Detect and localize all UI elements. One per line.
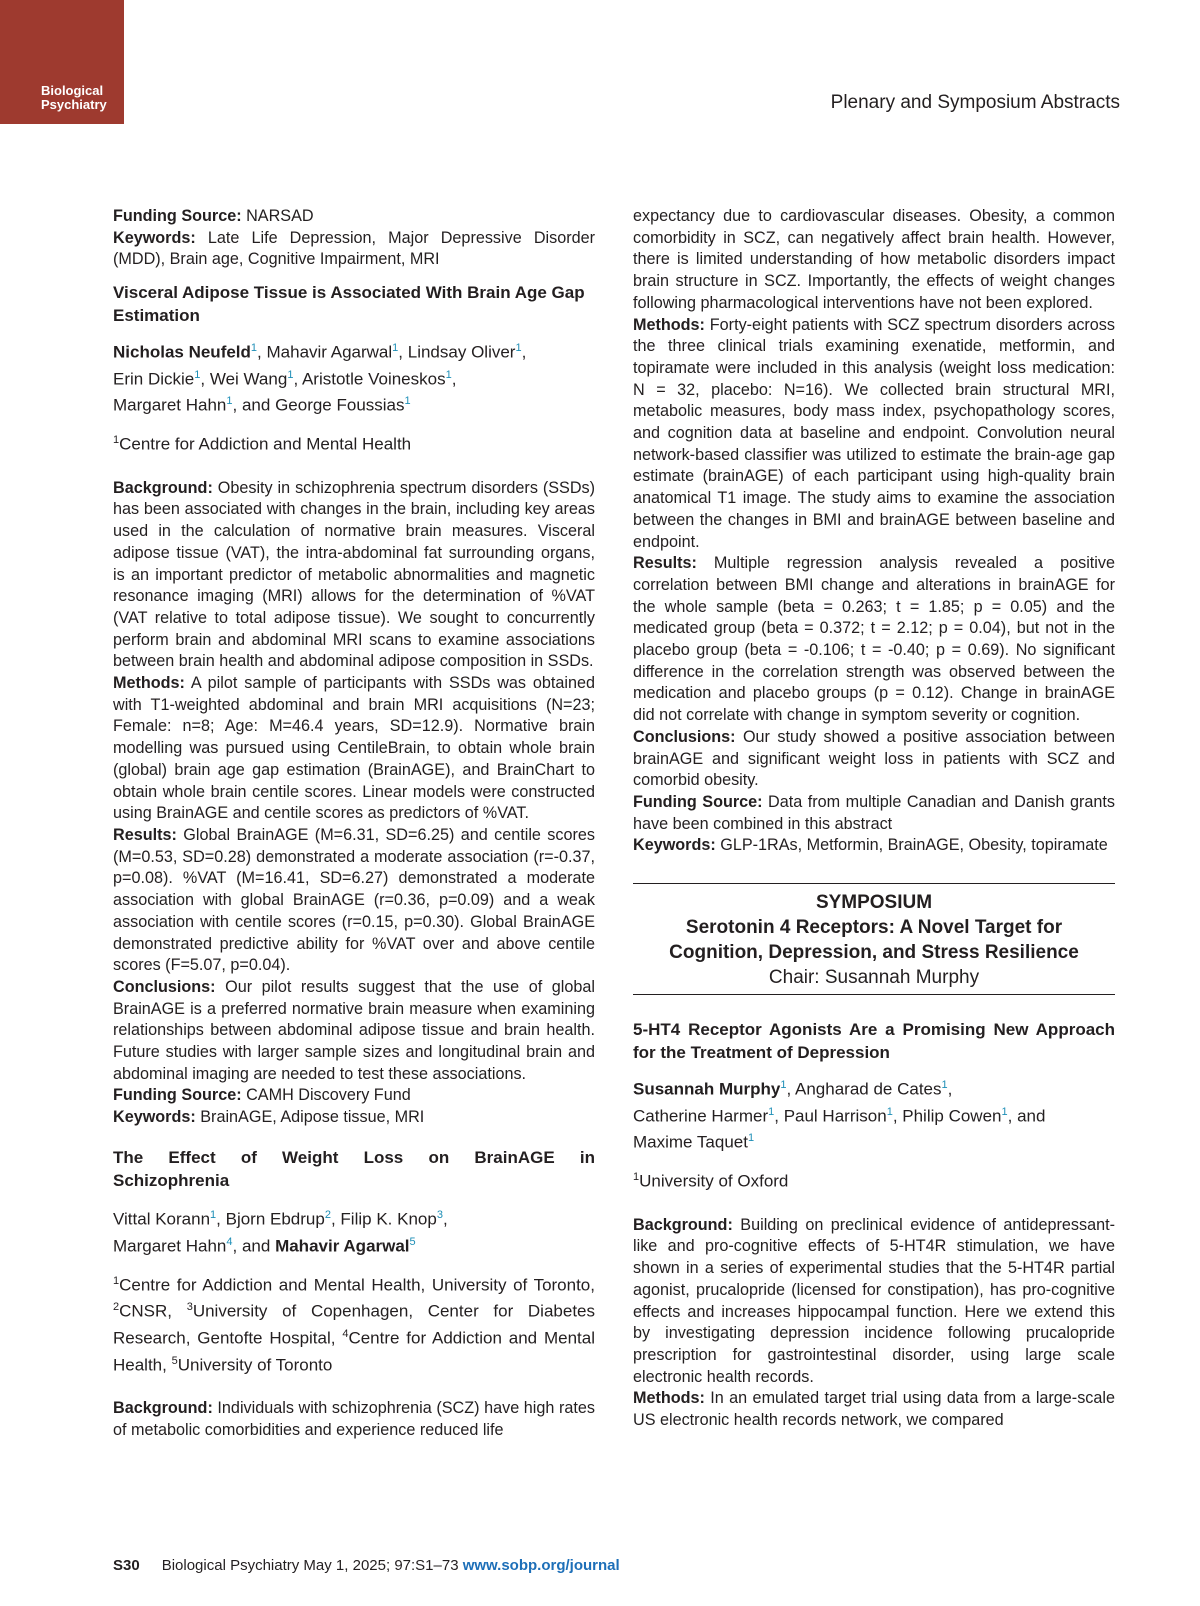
funding-paragraph: Funding Source: CAMH Discovery Fund	[113, 1086, 411, 1105]
section-title: Plenary and Symposium Abstracts	[830, 92, 1120, 113]
symposium-heading: SYMPOSIUM	[815, 892, 933, 914]
abstract-title-line: The Effect of Weight Loss on BrainAGE in	[113, 1147, 595, 1167]
author: Mahavir Agarwal	[266, 342, 393, 362]
author: Susannah Murphy	[633, 1079, 781, 1099]
symposium-title-line: Cognition, Depression, and Stress Resilience	[669, 942, 1079, 964]
methods-paragraph: Methods: Forty-eight patients with SCZ spectrum disorders across the three clinical trials examining exenatide, metformin, and topiramate were included in this analysis (weight loss medication: N = 32, placebo: N=16). We collected brain structural MRI, metabolic measures, body mass index, psychopathology scores, and cognition data at baseline and endpoint. Convolution neural network-based classifier was utilized to estimate the brain-age gap estimate (brainAGE) of each participant using high-quality brain anatomical T1 image. The study aims to examine the association between the changes in BMI and brainAGE between baseline and endpoint.	[633, 315, 1115, 551]
author: Paul Harrison	[783, 1106, 887, 1126]
abstract-title-line: Schizophrenia	[113, 1171, 230, 1191]
background-paragraph: Background: Building on preclinical evidence of antidepressant-like and pro-cognitive effects of 5-HT4R stimulation, we have shown in a series of experimental studies that the 5-HT4R partial agonist, prucalopride (licensed for constipation), has pro-cognitive effects and increases hippocampal function. Here we extend this by investigating depression incidence following prucalopride prescription for gastrointestinal disorder, using large scale electronic health records.	[633, 1215, 1115, 1386]
abstract-title: Visceral Adipose Tissue is Associated With Brain Age Gap Estimation	[113, 283, 585, 325]
author: Nicholas Neufeld	[113, 342, 251, 362]
author: Mahavir Agarwal	[275, 1236, 410, 1256]
prev-funding: Funding Source: NARSAD	[113, 207, 314, 225]
background-paragraph: Background: Obesity in schizophrenia spectrum disorders (SSDs) has been associated with changes in the brain, including key areas used in the calculation of normative brain measures. Visceral adipose tissue (VAT), the intra-abdominal fat surrounding organs, is an important predictor of metabolic abnormalities and magnetic resonance imaging (MRI) allows for the determination of %VAT (VAT relative to total adipose tissue). We sought to concurrently perform brain and abdominal MRI scans to examine associations between brain health and abdominal adipose composition in SSDs.	[113, 478, 595, 671]
affiliation: $^1$Centre for Addiction and Mental Health, University of Toronto, $^2$CNSR, $^3$University of Copenhagen, Center for Diabetes Research, Gentofte Hospital, $^4$Centre for Addiction and Mental Health, $^5$University of Toronto	[113, 1274, 595, 1375]
keywords-paragraph: Keywords: GLP-1RAs, Metformin, BrainAGE, Obesity, topiramate	[633, 836, 1108, 855]
background-paragraph: Background: Individuals with schizophrenia (SCZ) have high rates of metabolic comorbidities and experience reduced life	[113, 1399, 595, 1439]
author-list: Nicholas Neufeld$^1$, Mahavir Agarwal$^1$, Lindsay Oliver$^1$, Erin Dickie$^1$, Wei Wang$^1$, Aristotle Voineskos$^1$, Margaret Hahn$^1$, and George Foussias$^1$	[113, 342, 527, 416]
author: Angharad de Cates	[795, 1079, 942, 1099]
results-paragraph: Results: Global BrainAGE (M=6.31, SD=6.25) and centile scores (M=0.53, SD=0.28) demonstrated a moderate association (r=-0.37, p=0.08). %VAT (M=16.41, SD=6.27) demonstrated a moderate association with global BrainAGE (r=0.36, p=0.09) and a weak association with centile scores (r=0.15, p=0.30). Global BrainAGE demonstrated predictive ability for %VAT over and above centile scores (F=5.07, p=0.04).	[113, 825, 595, 975]
citation: Biological Psychiatry May 1, 2025; 97:S1–73	[161, 1557, 463, 1574]
author-list: Susannah Murphy$^1$, Angharad de Cates$^1$, Catherine Harmer$^1$, Paul Harrison$^1$, Philip Cowen$^1$, and Maxime Taquet$^1$	[633, 1079, 1046, 1153]
abstract-title	[113, 1147, 595, 1170]
left-column	[113, 206, 595, 1442]
conclusions-paragraph: Conclusions: Our study showed a positive association between brainAGE and significant weight loss in patients with SCZ and comorbid obesity.	[633, 727, 1115, 790]
journal-link[interactable]: www.sobp.org/journal	[462, 1557, 620, 1574]
keywords-paragraph: Keywords: BrainAGE, Adipose tissue, MRI	[113, 1108, 425, 1127]
page-footer	[113, 1557, 620, 1574]
journal-logo	[0, 0, 124, 124]
journal-badge-text: Biological Psychiatry	[41, 83, 107, 112]
author: Bjorn Ebdrup	[225, 1209, 325, 1229]
symposium-title-line: Serotonin 4 Receptors: A Novel Target for	[685, 917, 1063, 939]
author: George Foussias	[275, 396, 405, 416]
affiliation: $^1$Centre for Addiction and Mental Health	[113, 434, 412, 454]
conclusions-paragraph: Conclusions: Our pilot results suggest that the use of global BrainAGE is a preferred normative brain measure when examining relationships between abdominal adipose tissue and brain health. Future studies with larger sample sizes and longitudinal brain and abdominal imaging are needed to test these associations.	[113, 977, 595, 1083]
methods-paragraph: Methods: In an emulated target trial using data from a large-scale US electronic health records network, we compared	[633, 1389, 1115, 1430]
symposium-chair: Chair: Susannah Murphy	[768, 967, 980, 989]
author: Filip K. Knop	[340, 1209, 437, 1229]
affiliation: $^1$University of Oxford	[633, 1171, 789, 1191]
prev-keywords: Keywords: Late Life Depression, Major Depressive Disorder (MDD), Brain age, Cognitive Impairment, MRI	[113, 228, 595, 269]
author: Vittal Korann	[113, 1209, 211, 1229]
right-column	[633, 206, 1115, 1432]
author: Lindsay Oliver	[407, 342, 516, 362]
author: Margaret Hahn	[113, 396, 227, 416]
results-paragraph: Results: Multiple regression analysis revealed a positive correlation between BMI change and alterations in brainAGE for the whole sample (beta = 0.263; t = 1.85; p = 0.05) and the medicated group (beta = 0.372; t = 2.12; p = 0.04), but not in the placebo group (beta = -0.106; t = -0.40; p = 0.69). No significant difference in the correlation strength was observed between the medication and placebo groups (p = 0.12). Change in brainAGE did not correlate with change in symptom severity or cognition.	[633, 554, 1115, 725]
background-continued: expectancy due to cardiovascular diseases. Obesity, a common comorbidity in SCZ, can negatively affect brain health. However, there is limited understanding of how metabolic disorders impact brain structure in SCZ. Importantly, the effects of weight changes following pharmacological interventions have not been explored.	[633, 207, 1115, 312]
author: Erin Dickie	[113, 369, 195, 389]
page-number: S30	[113, 1557, 140, 1574]
author: Philip Cowen	[902, 1106, 1002, 1126]
abstract-title-hidden-bind	[113, 1169, 595, 1192]
author: Catherine Harmer	[633, 1106, 769, 1126]
author: Maxime Taquet	[633, 1133, 748, 1153]
methods-paragraph: Methods: A pilot sample of participants with SSDs was obtained with T1-weighted abdominal and brain MRI acquisitions (N=23; Female: n=8; Age: M=46.4 years, SD=12.9). Normative brain modelling was pursued using CentileBrain, to obtain whole brain (global) brain age gap estimation (BrainAGE), and BrainChart to obtain whole brain centile scores. Linear models were constructed using BrainAGE and centile scores as predictors of %VAT.	[113, 674, 595, 823]
symposium-banner	[633, 883, 1115, 995]
author: Wei Wang	[209, 369, 288, 389]
author: Margaret Hahn	[113, 1236, 227, 1256]
funding-paragraph: Funding Source: Data from multiple Canadian and Danish grants have been combined in this abstract	[633, 792, 1115, 833]
author-list: Vittal Korann$^1$, Bjorn Ebdrup$^2$, Filip K. Knop$^3$, Margaret Hahn$^4$, and Mahavir Agarwal$^5$	[113, 1209, 448, 1256]
abstract-title: 5-HT4 Receptor Agonists Are a Promising New Approach for the Treatment of Depression	[633, 1020, 1115, 1062]
author: Aristotle Voineskos	[301, 369, 446, 389]
